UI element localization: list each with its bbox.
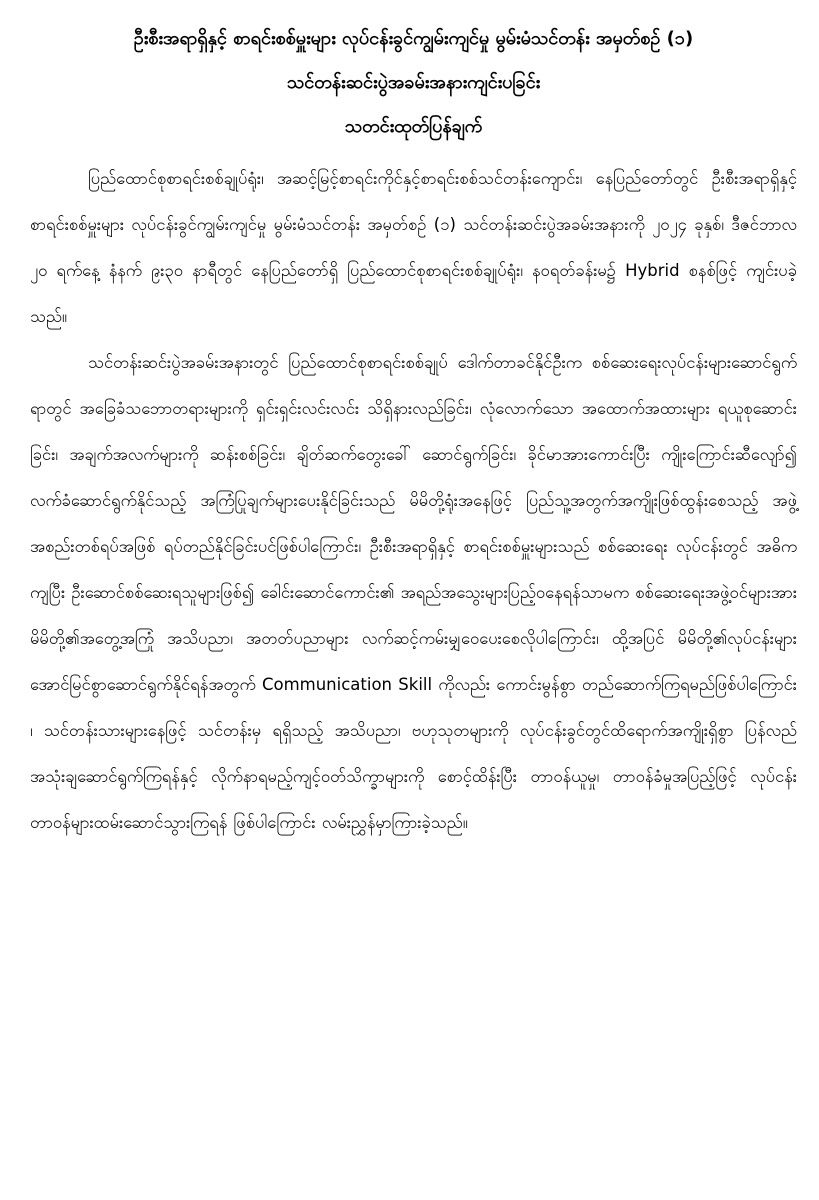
- paragraph: သင်တန်းဆင်းပွဲအခမ်းအနားတွင် ပြည်ထောင်စုစာရင်းစစ်ချုပ် ဒေါက်တာခင်နိုင်ဦးက စစ်ဆေးရေးလုပ်ငန်းများဆောင်ရွက်ရာတွင် အခြေခံသဘောတရားများကို ရှင်းရှင်းလင်းလင်း သိရှိနားလည်ခြင်း၊ လုံလောက်သော အထောက်အထားများ ရယူစုဆောင်းခြင်း၊ အချက်အလက်များကို ဆန်းစစ်ခြင်း၊ ချိတ်ဆက်တွေးခေါ် ဆောင်ရွက်ခြင်း၊ ခိုင်မာအားကောင်းပြီး ကျိုးကြောင်းဆီလျော်၍ လက်ခံဆောင်ရွက်နိုင်သည့် အကြံပြုချက်များပေးနိုင်ခြင်းသည် မိမိတို့ရုံးအနေဖြင့် ပြည်သူ့အတွက်အကျိုးဖြစ်ထွန်းစေသည့် အဖွဲ့အစည်းတစ်ရပ်အဖြစ် ရပ်တည်နိုင်ခြင်းပင်ဖြစ်ပါကြောင်း၊ ဦးစီးအရာရှိနှင့် စာရင်းစစ်မှူးများသည် စစ်ဆေးရေး လုပ်ငန်းတွင် အဓိကကျပြီး ဦးဆောင်စစ်ဆေးရသူများဖြစ်၍ ခေါင်းဆောင်ကောင်း၏ အရည်အသွေးများပြည့်ဝနေရန်သာမက စစ်ဆေးရေးအဖွဲ့ဝင်များအား မိမိတို့၏အတွေ့အကြုံ အသိပညာ၊ အတတ်ပညာများ လက်ဆင့်ကမ်းမျှဝေပေးစေလိုပါကြောင်း၊ ထို့အပြင် မိမိတို့၏လုပ်ငန်းများ အောင်မြင်စွာဆောင်ရွက်နိုင်ရန်အတွက် Communication Skill ကိုလည်း ကောင်းမွန်စွာ တည်ဆောက်ကြရမည်ဖြစ်ပါကြောင်း ၊ သင်တန်းသားများနေဖြင့် သင်တန်းမှ ရရှိသည့် အသိပညာ၊ ဗဟုသုတများကို လုပ်ငန်းခွင်တွင်ထိရောက်အကျိုးရှိစွာ ပြန်လည် အသုံးချဆောင်ရွက်ကြရန်နှင့် လိုက်နာရမည့်ကျင့်၀တ်သိက္ခာများကို စောင့်ထိန်းပြီး တာဝန်ယူမှု၊ တာဝန်ခံမှုအပြည့်ဖြင့် လုပ်ငန်းတာဝန်များထမ်းဆောင်သွားကြရန် ဖြစ်ပါကြောင်း လမ်းညွှန်မှာကြားခဲ့သည်။: [30, 353, 798, 832]
- paragraph: ပြည်ထောင်စုစာရင်းစစ်ချုပ်ရုံး၊ အဆင့်မြင့်စာရင်းကိုင်နှင့်စာရင်းစစ်သင်တန်းကျောင်း၊ နေပြည်တော်တွင် ဦးစီးအရာရှိနှင့် စာရင်းစစ်မှူးများ လုပ်ငန်းခွင်ကျွမ်းကျင်မှု မွမ်းမံသင်တန်း အမှတ်စဉ် (၁) သင်တန်းဆင်းပွဲအခမ်းအနားကို ၂၀၂၄ ခုနှစ်၊ ဒီဇင်ဘာလ ၂၀ ရက်နေ့ နံနက် ၉း၃၀ နာရီတွင် နေပြည်တော်ရှိ ပြည်ထောင်စုစာရင်းစစ်ချုပ်ရုံး၊ န၀ရတ်ခန်းမ၌ Hybrid စနစ်ဖြင့် ကျင်းပခဲ့သည်။: [30, 169, 797, 326]
- title-line-3: သတင်းထုတ်ပြန်ချက်: [344, 116, 483, 137]
- title-line-2: သင်တန်းဆင်းပွဲအခမ်းအနားကျင်းပခြင်း: [286, 72, 541, 93]
- title-line-1: ဦးစီးအရာရှိနှင့် စာရင်းစစ်မှူးများ လုပ်ငန်းခွင်ကျွမ်းကျင်မှု မွမ်းမံသင်တန်း အမှတ်စဉ် (၁): [133, 28, 694, 49]
- body-text: [30, 156, 797, 846]
